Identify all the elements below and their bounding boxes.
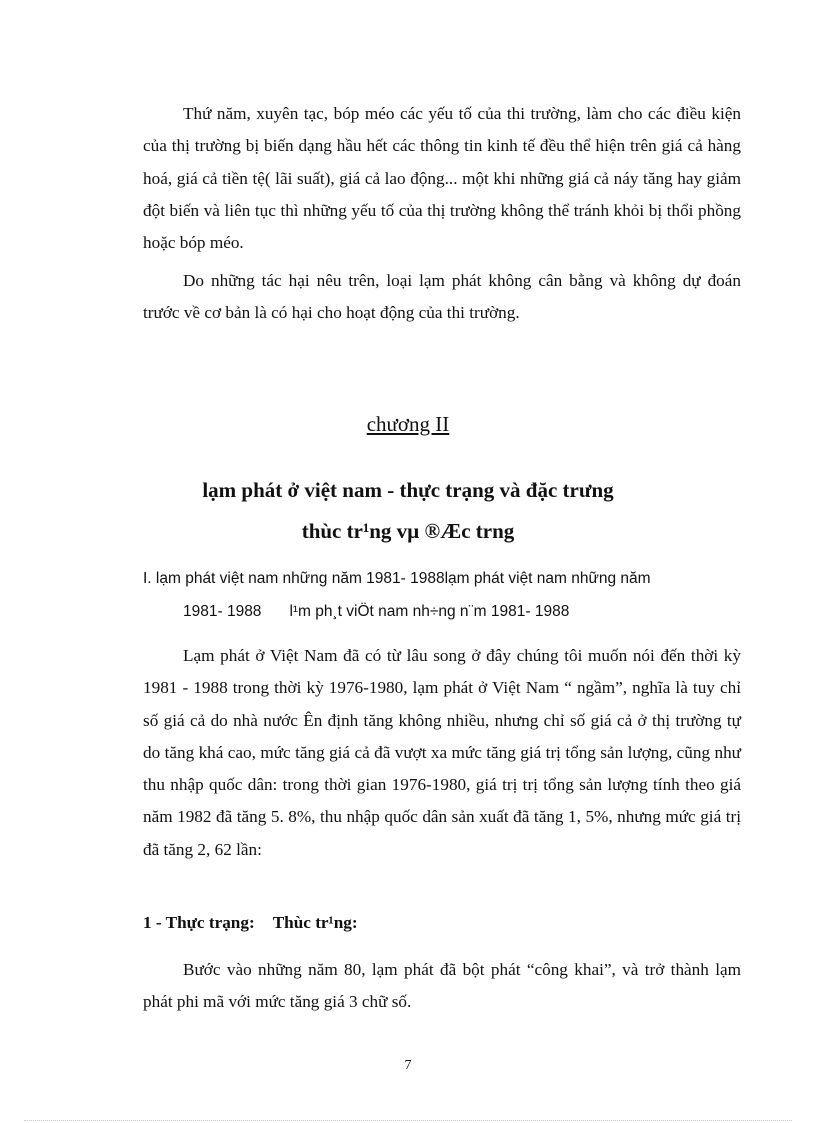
paragraph-fifth-effect: Thứ năm, xuyên tạc, bóp méo các yếu tố của thi trường, làm cho các điều kiện của thị trường bị biến dạng hầu hết các thông tin kinh tế đều thể hiện trên giá cả hàng hoá, giá cả tiền tệ( lãi suất), giá cả lao động... một khi những giá cả náy tăng hay giảm đột biến và liên tục thì những yếu tố của thị trường không thể tránh khỏi bị thổi phồng hoặc bóp méo. (143, 104, 741, 253)
chapter-label: chương II (366, 412, 450, 436)
page-bottom-divider (24, 1120, 792, 1121)
subsection-heading (143, 913, 358, 933)
paragraph-conclusion: Do những tác hại nêu trên, loại lạm phát không cân bằng và không dự đoán trước về cơ bản là có hại cho hoạt động của thi trường. (143, 271, 741, 323)
paragraph-inflation-history: Lạm phát ở Việt Nam đã có từ lâu song ở đây chúng tôi muốn nói đến thời kỳ 1981 - 1988 trong thời kỳ 1976-1980, lạm phát ở Việt Nam “ ngầm”, nghĩa là tuy chỉ số giá cả do nhà nước Ên định tăng không nhiều, nhưng chỉ số giá cả ở thị trường tự do tăng khá cao, mức tăng giá cả đã vượt xa mức tăng giá trị tổng sản lượng, cũng như thu nhập quốc dân: trong thời gian 1976-1980, giá trị trị tổng sản lượng tính theo giá năm 1982 đã tăng 5. 8%, thu nhập quốc dân sản xuất đã tăng 1, 5%, nhưng mức giá trị đã tăng 2, 62 lần: (143, 646, 741, 859)
paragraph-eighties: Bước vào những năm 80, lạm phát đã bột phát “công khai”, và trở thành lạm phát phi mã với mức tăng giá 3 chữ số. (143, 960, 741, 1012)
section-heading-years: 1981- 1988 (183, 603, 262, 620)
chapter-title-garbled: thùc tr¹ng vµ ®Æc trng (301, 519, 515, 543)
section-heading-continued (183, 603, 743, 621)
subsection-heading-garbled: Thùc tr¹ng: (272, 913, 358, 932)
section-heading-garbled: l¹m ph¸t viÖt nam nh÷ng n¨m 1981- 1988 (289, 603, 570, 620)
subsection-heading-text: 1 - Thực trạng: (143, 913, 255, 932)
section-heading: I. lạm phát việt nam những năm 1981- 1988lạm phát việt nam những năm (143, 570, 651, 587)
chapter-title: lạm phát ở việt nam - thực trạng và đặc trưng (202, 478, 614, 502)
page-number: 7 (404, 1058, 412, 1073)
